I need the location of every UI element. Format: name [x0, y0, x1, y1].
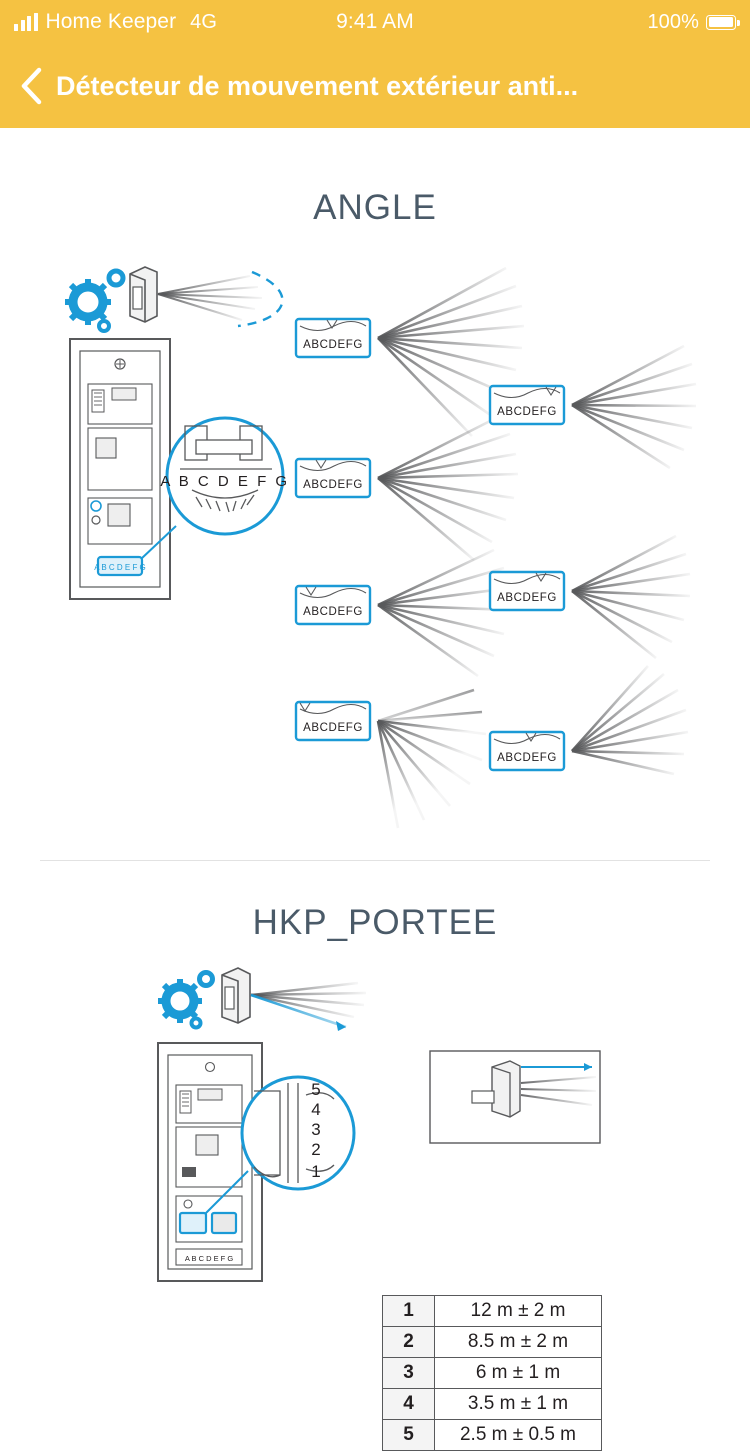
angle-option-7 [490, 666, 688, 774]
angle-diagram [0, 254, 750, 854]
device-front-view [158, 1043, 262, 1281]
magnifier-circle-icon [242, 1077, 354, 1189]
row-position: 5 [383, 1420, 435, 1451]
beam-arc [238, 272, 282, 326]
network-type-label: 4G [190, 10, 218, 33]
content-scroll-area[interactable] [0, 128, 750, 1445]
gears-icon [65, 271, 123, 331]
angle-option-4 [296, 690, 486, 828]
status-bar-left [14, 10, 217, 34]
navigation-bar [0, 44, 750, 128]
svg-text:2: 2 [311, 1140, 321, 1159]
svg-text:ABCDEFG: ABCDEFG [303, 722, 363, 734]
portee-diagram [0, 971, 750, 1301]
dial-highlight [180, 1213, 206, 1233]
magnifier-circle-icon [160, 418, 289, 534]
svg-text:1: 1 [311, 1162, 321, 1181]
status-bar-right [647, 11, 736, 34]
table-row [383, 1296, 602, 1327]
row-range: 2.5 m ± 0.5 m [435, 1420, 602, 1451]
page-title: Détecteur de mouvement extérieur anti... [56, 70, 579, 101]
range-table-body [383, 1296, 602, 1451]
row-position: 4 [383, 1389, 435, 1420]
dip-switch-letters: A B C D E F G [184, 1254, 234, 1263]
table-row [383, 1420, 602, 1451]
section-title-angle: ANGLE [313, 188, 437, 227]
range-table [382, 1295, 602, 1451]
portee-figure [0, 971, 750, 1301]
carrier-label: Home Keeper [45, 10, 177, 33]
svg-text:ABCDEFG: ABCDEFG [497, 592, 557, 604]
motion-detector-icon [130, 267, 157, 322]
motion-detector-icon [222, 968, 250, 1023]
dial-scale-labels [311, 1080, 320, 1181]
table-row [383, 1358, 602, 1389]
status-bar [0, 0, 750, 44]
signal-bars-icon [14, 13, 38, 31]
svg-text:ABCDEFG: ABCDEFG [303, 606, 363, 618]
row-position: 3 [383, 1358, 435, 1389]
angle-option-5 [490, 346, 696, 468]
angle-option-2 [296, 416, 518, 560]
row-position: 2 [383, 1327, 435, 1358]
svg-text:ABCDEFG: ABCDEFG [303, 339, 363, 351]
row-range: 8.5 m ± 2 m [435, 1327, 602, 1358]
table-row [383, 1327, 602, 1358]
battery-full-icon [706, 15, 736, 30]
battery-percent-label: 100% [647, 10, 699, 33]
svg-text:ABCDEFG: ABCDEFG [303, 479, 363, 491]
angle-option-3 [296, 550, 510, 676]
range-illustration [430, 1051, 600, 1143]
section-title-portee: HKP_PORTEE [252, 903, 498, 942]
row-position: 1 [383, 1296, 435, 1327]
device-front-view [70, 339, 176, 599]
dip-switch-letters: A B C D E F G [94, 563, 146, 572]
chevron-left-icon [20, 66, 44, 106]
row-range: 12 m ± 2 m [435, 1296, 602, 1327]
row-range: 6 m ± 1 m [435, 1358, 602, 1389]
callout-dip-letters: A B C D E F G [160, 473, 290, 490]
detector-beam [158, 276, 262, 320]
svg-text:ABCDEFG: ABCDEFG [497, 752, 557, 764]
table-row [383, 1389, 602, 1420]
svg-text:ABCDEFG: ABCDEFG [497, 406, 557, 418]
gears-icon [158, 973, 213, 1028]
clock-label: 9:41 AM [336, 10, 414, 33]
angle-option-6 [490, 536, 690, 658]
row-range: 3.5 m ± 1 m [435, 1389, 602, 1420]
svg-text:5: 5 [311, 1080, 321, 1099]
back-button[interactable] [12, 63, 52, 109]
svg-text:4: 4 [311, 1100, 321, 1119]
svg-text:3: 3 [311, 1120, 321, 1139]
angle-figure [0, 254, 750, 854]
